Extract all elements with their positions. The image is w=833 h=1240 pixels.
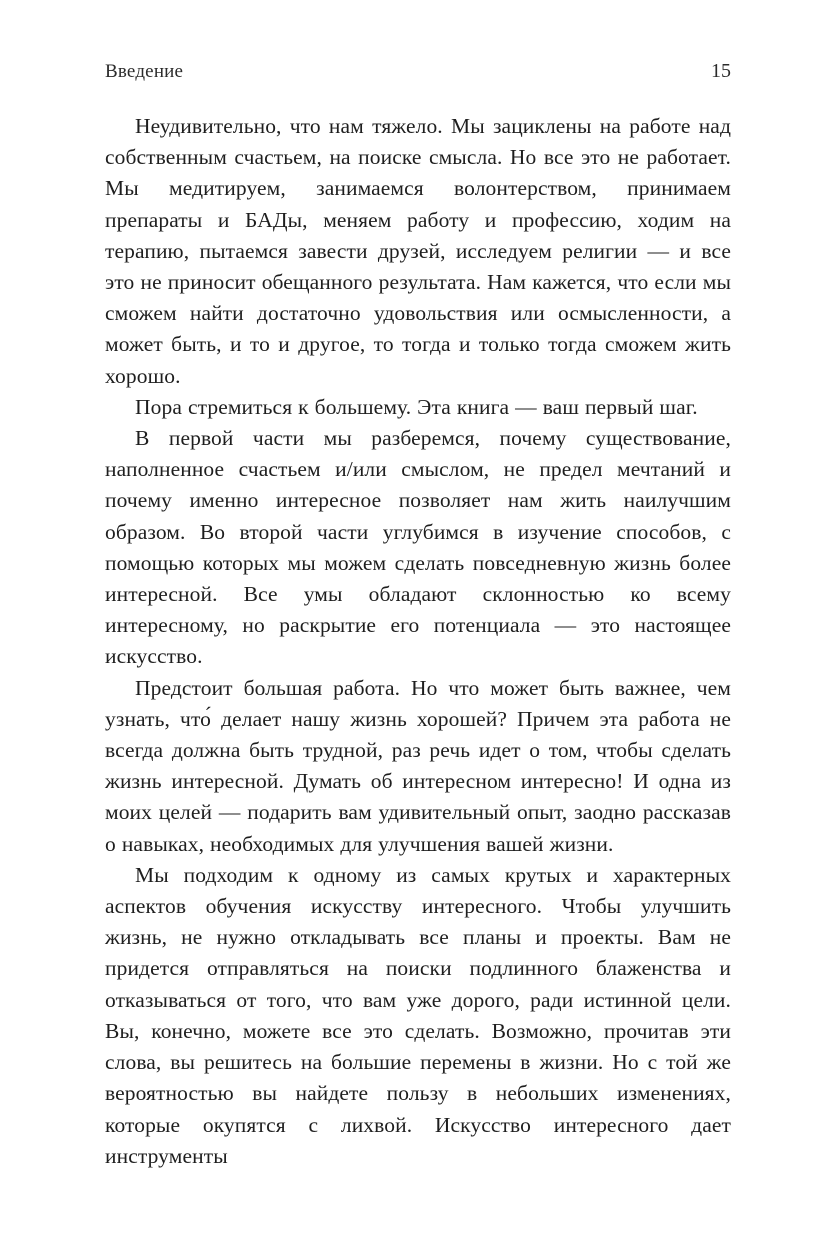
running-header (105, 60, 731, 83)
page-body (105, 111, 731, 1172)
running-header-section-title: Введение (105, 61, 184, 82)
page-number: 15 (711, 60, 731, 82)
paragraph: В первой части мы разберемся, почему существование, наполненное счастьем и/или смыслом, не предел мечтаний и почему именно интересное позволяет нам жить наилучшим образом. Во второй части углубимся в изучение способов, с помощью которых мы можем сделать повседневную жизнь более интересной. Все умы обладают склонностью ко всему интересному, но раскрытие его потенциала — это настоящее искусство. (105, 426, 731, 669)
paragraph: Пора стремиться к большему. Эта книга — ваш первый шаг. (135, 394, 698, 419)
paragraph: Неудивительно, что нам тяжело. Мы зациклены на работе над собственным счастьем, на поиске смысла. Но все это не работает. Мы медитируем, занимаемся волонтерством, принимаем препараты и БАДы, меняем работу и профессию, ходим на терапию, пытаемся завести друзей, исследуем религии — и все это не приносит обещанного результата. Нам кажется, что если мы сможем найти достаточно удовольствия или осмысленности, а может быть, и то и другое, то тогда и только тогда сможем жить хорошо. (105, 114, 731, 388)
paragraph: Мы подходим к одному из самых крутых и характерных аспектов обучения искусству интересного. Чтобы улучшить жизнь, не нужно откладывать все планы и проекты. Вам не придется отправляться на поиски подлинного блаженства и отказываться от того, что вам уже дорого, ради истинной цели. Вы, конечно, можете все это сделать. Возможно, прочитав эти слова, вы решитесь на большие перемены в жизни. Но с той же вероятностью вы найдете пользу в небольших изменениях, которые окупятся с лихвой. Искусство интересного дает инструменты (105, 862, 731, 1168)
paragraph: Предстоит большая работа. Но что может быть важнее, чем узнать, что́ делает нашу жизнь хорошей? Причем эта работа не всегда должна быть трудной, раз речь идет о том, чтобы сделать жизнь интересной. Думать об интересном интересно! И одна из моих целей — подарить вам удивительный опыт, заодно рассказав о навыках, необходимых для улучшения вашей жизни. (105, 675, 731, 856)
